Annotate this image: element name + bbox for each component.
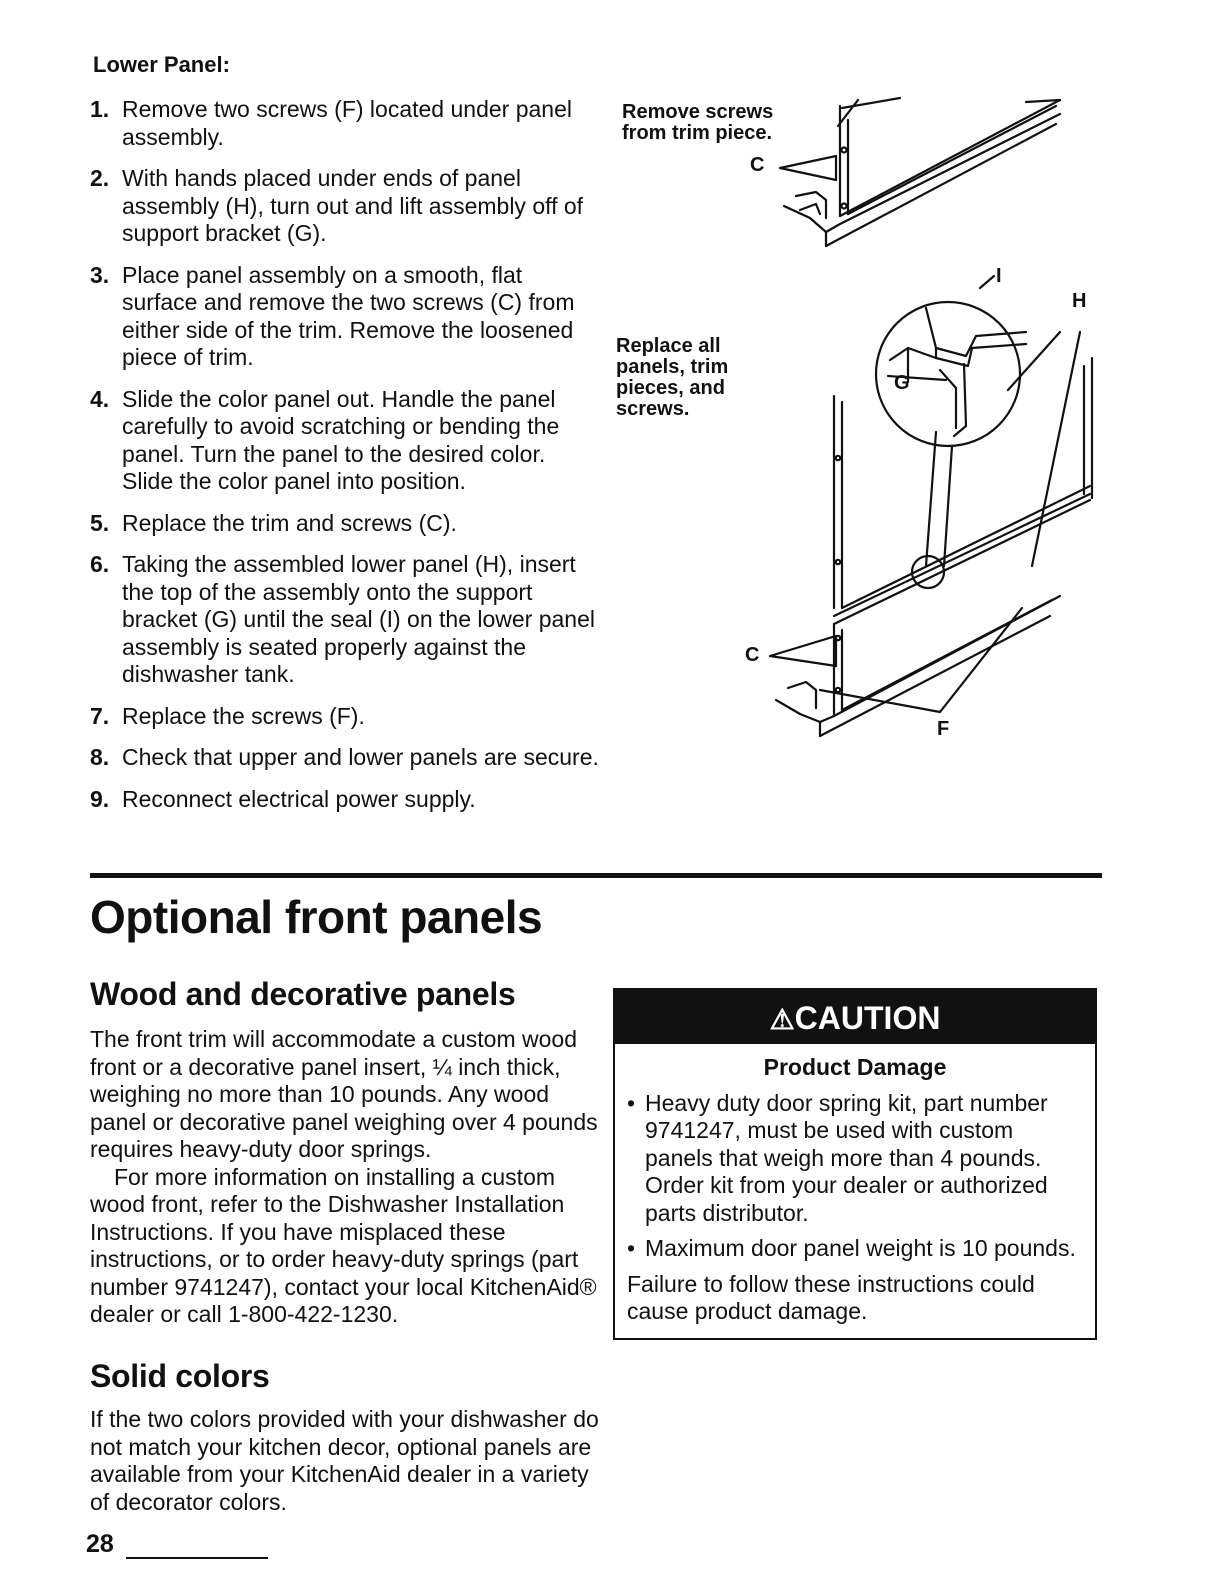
lower-panel-body [770, 358, 1092, 736]
figure-callout-replace-panels: Replace all panels, trim pieces, and screws. [616, 335, 729, 420]
list-item [90, 510, 600, 538]
wood-panels-body [90, 1026, 598, 1329]
step-text: Remove two screws (F) located under panel assembly. [122, 96, 572, 150]
solid-colors-heading: Solid colors [90, 1358, 270, 1394]
caution-header [615, 990, 1095, 1044]
bullet-icon: • [627, 1089, 636, 1116]
warning-icon: ⚠ [769, 1004, 795, 1035]
step-text: With hands placed under ends of panel assembly (H), turn out and lift assembly off of support bracket (G). [122, 165, 584, 246]
caution-subtitle: Product Damage [763, 1054, 947, 1080]
wood-panels-heading: Wood and decorative panels [90, 976, 516, 1012]
label-c-top: C [750, 154, 765, 176]
label-f: F [937, 718, 950, 740]
step-text: Check that upper and lower panels are secure. [122, 744, 599, 770]
list-item [627, 1235, 1083, 1263]
solid-colors-body: If the two colors provided with your dishwasher do not match your kitchen decor, optional panels are available from your KitchenAid dealer in a variety of decorator colors. [90, 1406, 599, 1515]
step-number: 9. [90, 785, 110, 812]
list-item [90, 262, 600, 372]
step-text: Slide the color panel out. Handle the panel carefully to avoid scratching or bending the panel. Turn the panel to the desired color. Slide the color panel into position. [122, 385, 560, 494]
bullet-icon: • [627, 1235, 636, 1261]
caution-bullet-text: Heavy duty door spring kit, part number 9741247, must be used with custom panels that weigh more than 4 pounds. Order kit from your dealer or authorized parts distributor. [645, 1089, 1048, 1226]
step-number: 3. [90, 261, 110, 288]
step-text: Replace the trim and screws (C). [122, 509, 457, 536]
wood-panels-para-2: For more information on installing a custom wood front, refer to the Dishwasher Installation Instructions. If you have misplaced these instructions, or to order heavy-duty springs (part number 9741247), contact your local KitchenAid® dealer or call 1-800-422-1230. [90, 1163, 597, 1327]
figure-callout-remove-screws: Remove screws from trim piece. [622, 101, 774, 144]
list-item [90, 703, 600, 731]
step-text: Reconnect electrical power supply. [122, 785, 476, 812]
label-c-bottom: C [745, 644, 760, 666]
step-number: 2. [90, 165, 110, 191]
step-number: 5. [90, 509, 110, 536]
trim-detail-top [780, 98, 1060, 246]
list-item [90, 551, 600, 689]
list-item [627, 1090, 1083, 1228]
caution-box [613, 988, 1097, 1340]
caution-bullet-text: Maximum door panel weight is 10 pounds. [645, 1235, 1076, 1261]
page-title: Optional front panels [90, 891, 543, 943]
list-item [90, 96, 600, 151]
caution-footer: Failure to follow these instructions could cause product damage. [627, 1270, 1035, 1324]
list-item [90, 165, 600, 248]
list-item [90, 386, 600, 496]
panel-assembly-diagram [740, 96, 1100, 756]
list-item [90, 744, 600, 772]
lower-panel-steps [90, 96, 600, 827]
step-text: Place panel assembly on a smooth, flat surface and remove the two screws (C) from either side of the trim. Remove the loosened piece of trim. [122, 261, 575, 370]
lower-panel-heading: Lower Panel: [93, 52, 230, 77]
step-text: Taking the assembled lower panel (H), insert the top of the assembly onto the support bracket (G) until the seal (I) on the lower panel assembly is seated properly against the dishwasher tank. [122, 551, 596, 687]
step-number: 8. [90, 744, 110, 770]
label-h: H [1072, 290, 1087, 312]
step-number: 6. [90, 551, 110, 577]
page-number-rule [126, 1557, 268, 1559]
step-number: 7. [90, 702, 110, 729]
label-g: G [894, 372, 910, 394]
page-number: 28 [86, 1530, 114, 1558]
caution-body [615, 1044, 1095, 1338]
caution-title: CAUTION [794, 1000, 941, 1036]
wood-panels-para-1: The front trim will accommodate a custom wood front or a decorative panel insert, ¼ inch thick, weighing no more than 10 pounds. Any wood panel or decorative panel weighing over 4 pounds requires heavy-duty door springs. [90, 1026, 598, 1162]
step-number: 4. [90, 385, 110, 412]
step-text: Replace the screws (F). [122, 702, 365, 729]
section-divider [90, 873, 1102, 878]
label-i: I [996, 265, 1002, 287]
step-number: 1. [90, 96, 110, 122]
list-item [90, 786, 600, 814]
